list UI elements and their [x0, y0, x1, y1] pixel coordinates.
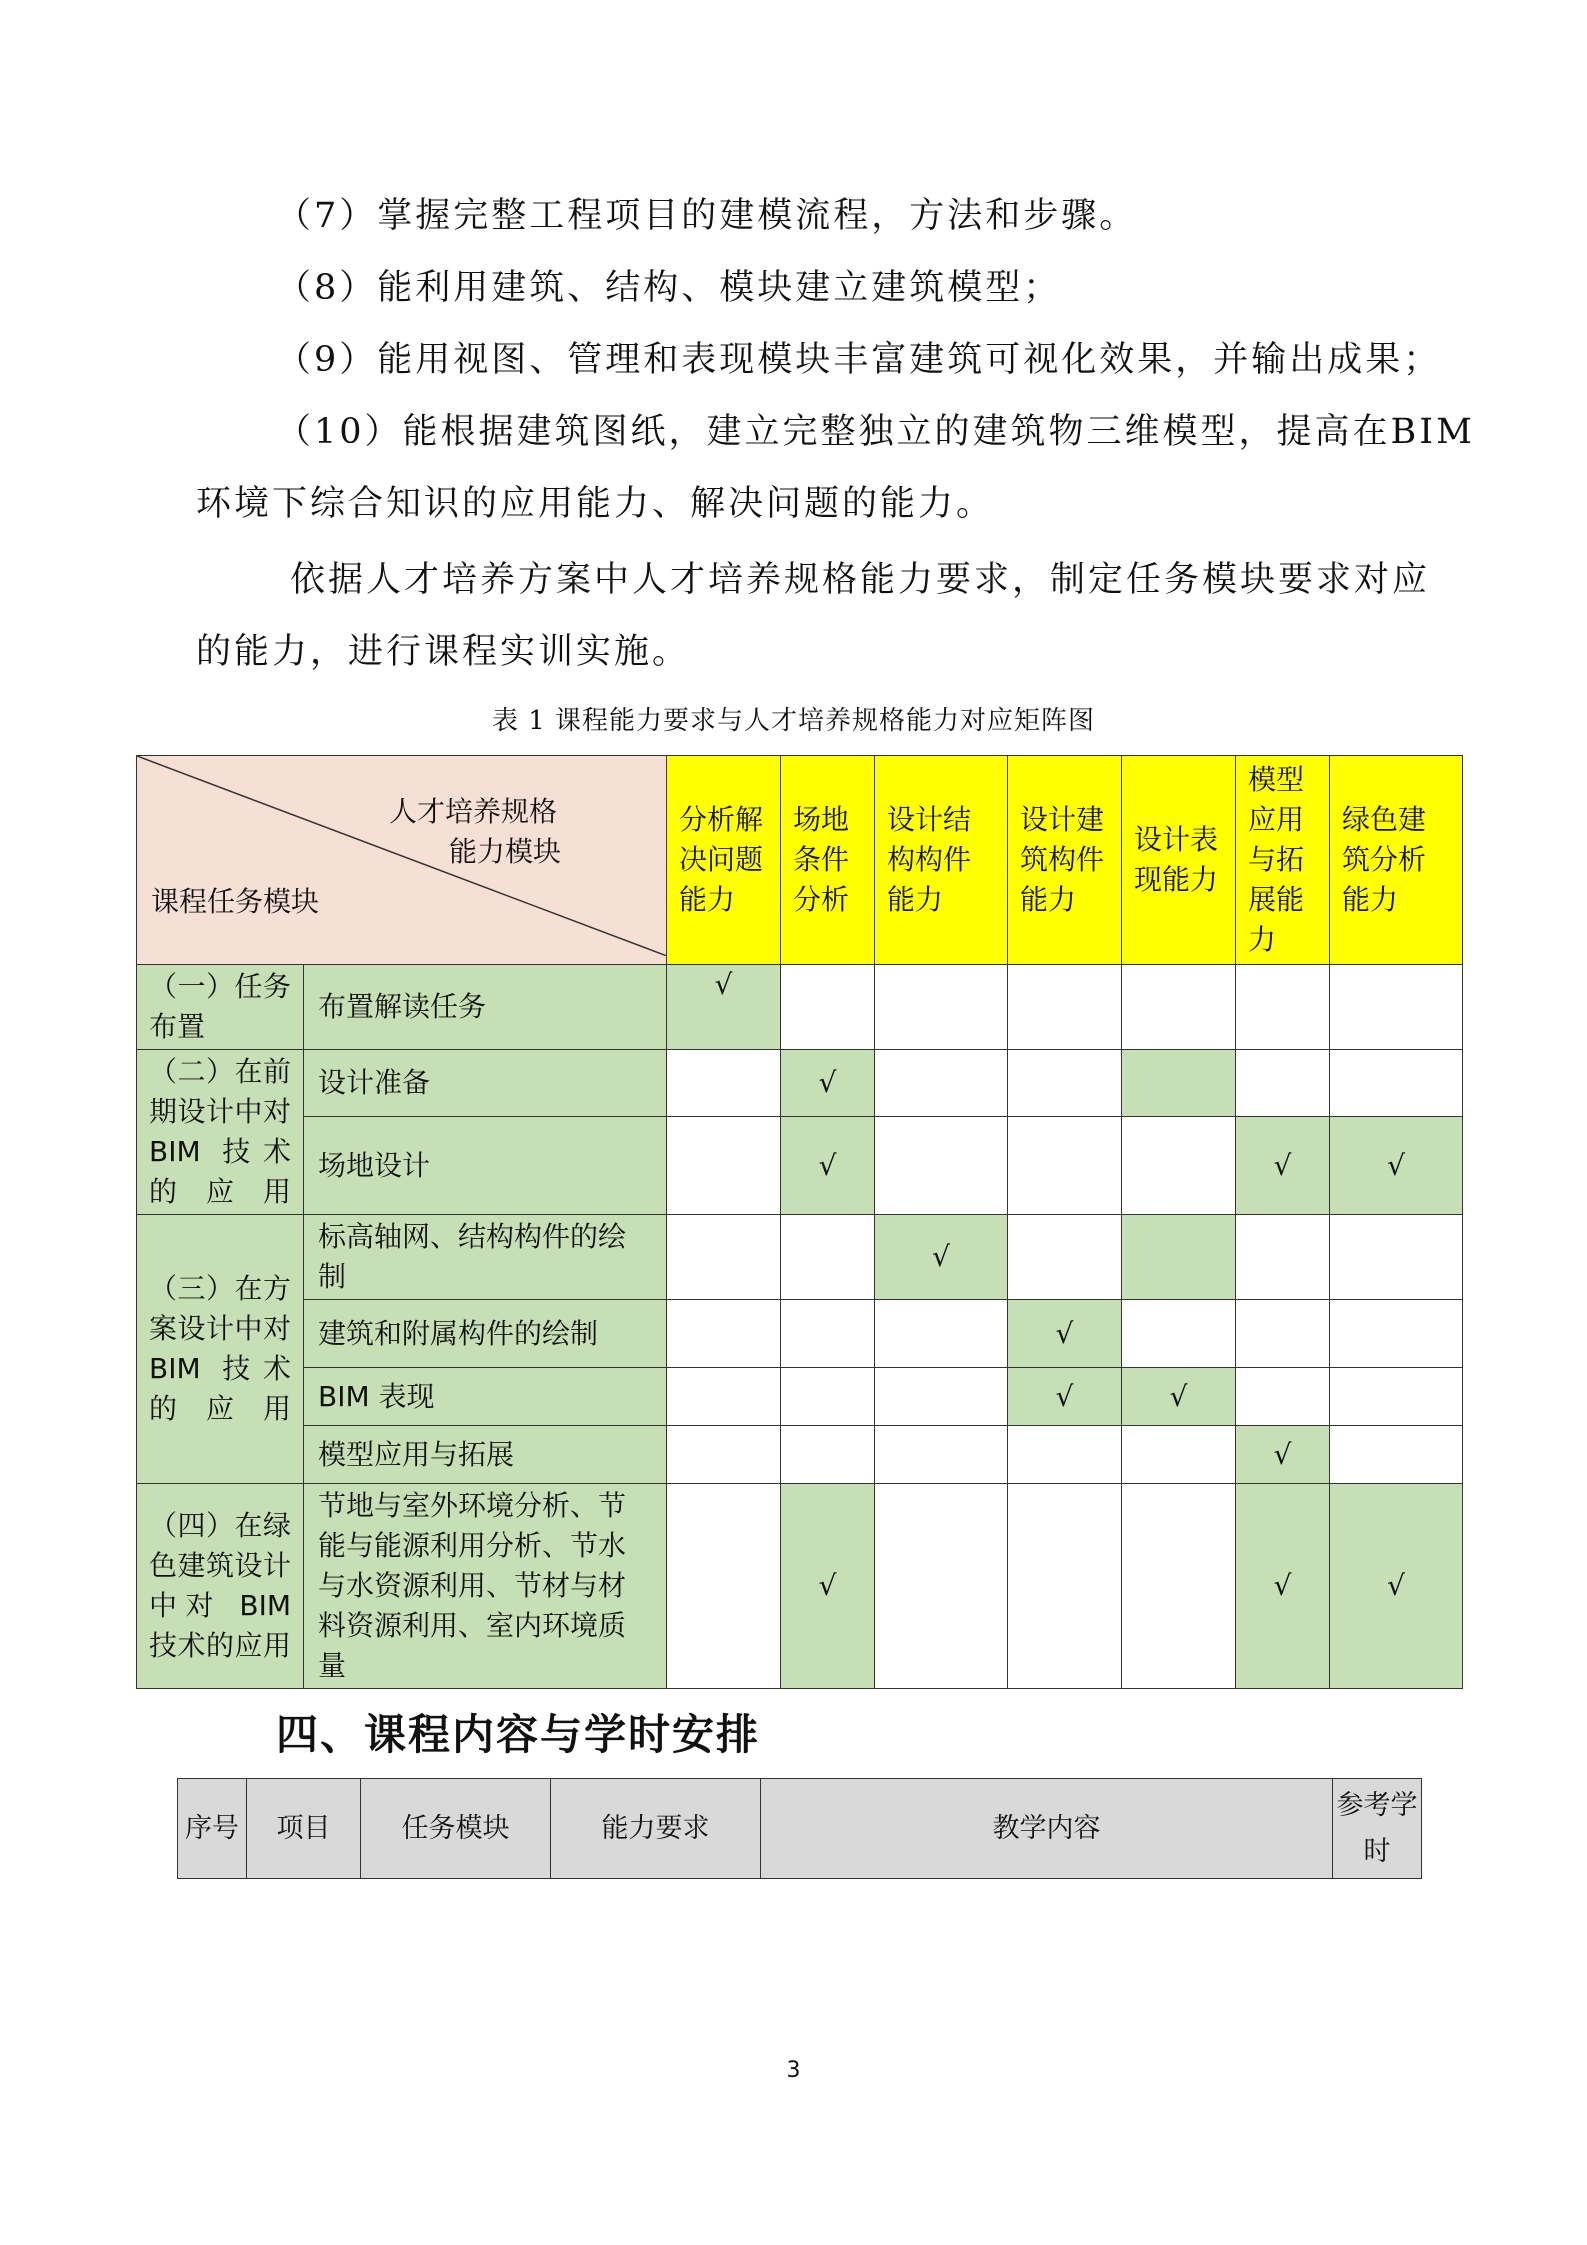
- schedule-header-row: [178, 1779, 1422, 1879]
- task-cell: 模型应用与拓展: [304, 1426, 667, 1484]
- check-cell: √: [781, 1117, 875, 1215]
- table-row: [137, 1368, 1463, 1426]
- paragraph-item-8: （8）能利用建筑、结构、模块建立建筑模型；: [276, 268, 1062, 308]
- page-number: 3: [786, 2058, 801, 2083]
- check-cell: √: [1008, 1368, 1122, 1426]
- header-model-application: 模型应用与拓展能力: [1236, 756, 1330, 965]
- paragraph-item-10-line2: 环境下综合知识的应用能力、解决问题的能力。: [196, 484, 995, 524]
- task-cell: 标高轴网、结构构件的绘制: [304, 1215, 667, 1300]
- header-structure: 设计结构构件能力: [875, 756, 1008, 965]
- paragraph-item-7: （7）掌握完整工程项目的建模流程，方法和步骤。: [276, 196, 1138, 236]
- check-cell: √: [1236, 1484, 1330, 1689]
- header-presentation: 设计表现能力: [1122, 756, 1236, 965]
- corner-top-label: [389, 792, 561, 872]
- corner-header-cell: [137, 756, 667, 965]
- paragraph-item-10-line1: （10）能根据建筑图纸，建立完整独立的建筑物三维模型，提高在BIM: [276, 412, 1475, 452]
- header-building: 设计建筑构件能力: [1008, 756, 1122, 965]
- task-cell: 场地设计: [304, 1117, 667, 1215]
- check-cell: √: [667, 965, 781, 1050]
- module-4: （四）在绿色建筑设计中对 BIM 技术的应用: [137, 1484, 304, 1689]
- header-green: 绿色建筑分析能力: [1330, 756, 1463, 965]
- corner-top-line2: 能力模块: [448, 835, 561, 868]
- module-1: （一）任务布置: [137, 965, 304, 1050]
- table-row: [137, 1117, 1463, 1215]
- task-cell: 布置解读任务: [304, 965, 667, 1050]
- check-cell: √: [781, 1050, 875, 1117]
- check-cell: √: [781, 1484, 875, 1689]
- ability-matrix-table: [136, 755, 1463, 1689]
- check-cell: √: [1330, 1484, 1463, 1689]
- task-cell: 设计准备: [304, 1050, 667, 1117]
- paragraph-basis-line1: 依据人才培养方案中人才培养规格能力要求，制定任务模块要求对应: [290, 560, 1431, 600]
- table-row: [137, 965, 1463, 1050]
- table-row: [137, 1426, 1463, 1484]
- header-seq: 序号: [178, 1779, 247, 1879]
- corner-bottom-label: 课程任务模块: [151, 885, 320, 918]
- module-2: （二）在前期设计中对 BIM 技术的应用: [137, 1050, 304, 1215]
- header-hours: 参考学时: [1333, 1779, 1422, 1879]
- check-cell: √: [1330, 1117, 1463, 1215]
- module-3: （三）在方案设计中对 BIM 技术的应用: [137, 1215, 304, 1484]
- section-heading: 四、课程内容与学时安排: [276, 1710, 761, 1759]
- paragraph-item-9: （9）能用视图、管理和表现模块丰富建筑可视化效果，并输出成果；: [276, 340, 1442, 380]
- check-cell: √: [1236, 1426, 1330, 1484]
- course-schedule-table: [177, 1778, 1422, 1879]
- header-project: 项目: [247, 1779, 361, 1879]
- table-row: [137, 1215, 1463, 1300]
- task-cell: 建筑和附属构件的绘制: [304, 1300, 667, 1368]
- check-cell: √: [1008, 1300, 1122, 1368]
- header-row: [137, 756, 1463, 965]
- check-cell: √: [1236, 1117, 1330, 1215]
- table-row: [137, 1300, 1463, 1368]
- task-cell: 节地与室外环境分析、节能与能源利用分析、节水与水资源利用、节材与材料资源利用、室内环境质量: [304, 1484, 667, 1689]
- header-analysis: 分析解决问题能力: [667, 756, 781, 965]
- header-content: 教学内容: [761, 1779, 1333, 1879]
- check-cell: √: [875, 1215, 1008, 1300]
- header-ability: 能力要求: [551, 1779, 761, 1879]
- check-cell: √: [1122, 1368, 1236, 1426]
- table-row: [137, 1050, 1463, 1117]
- task-cell: BIM 表现: [304, 1368, 667, 1426]
- table-caption: 表 1 课程能力要求与人才培养规格能力对应矩阵图: [491, 706, 1096, 736]
- table-row: [137, 1484, 1463, 1689]
- header-site: 场地条件分析: [781, 756, 875, 965]
- corner-top-line1: 人才培养规格: [388, 795, 557, 828]
- paragraph-basis-line2: 的能力，进行课程实训实施。: [196, 632, 691, 672]
- header-task-module: 任务模块: [361, 1779, 551, 1879]
